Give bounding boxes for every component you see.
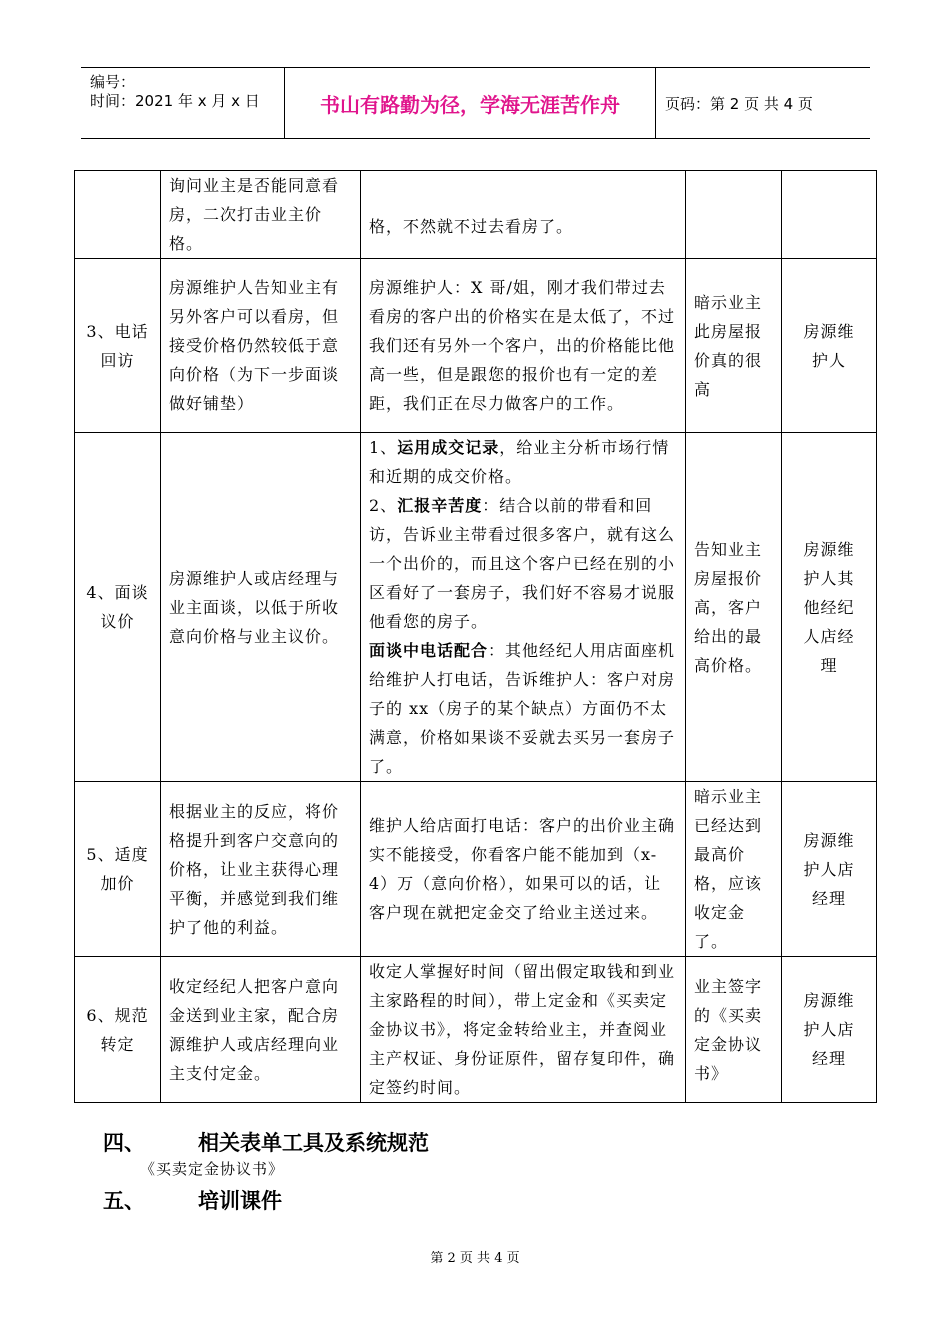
section-number: 四、 — [103, 1131, 145, 1155]
purpose-cell: 暗示业主此房屋报价真的很高 — [686, 259, 782, 433]
table-row — [75, 957, 877, 1103]
script-bold: 面谈中电话配合 — [369, 641, 489, 660]
header-page-info: 页码：第 2 页 共 4 页 — [665, 94, 813, 113]
desc-cell: 收定经纪人把客户意向金送到业主家，配合房源维护人或店经理向业主支付定金。 — [161, 957, 361, 1103]
script-text: ，给业主分析市场行情和近期的成交价格。 — [369, 438, 670, 486]
section-number: 五、 — [103, 1189, 145, 1213]
role-cell — [782, 171, 877, 259]
doc-date: 时间：2021 年 x 月 x 日 — [90, 92, 260, 110]
script-bold: 汇报辛苦度 — [397, 496, 483, 515]
doc-number-label: 编号： — [90, 73, 136, 91]
script-text: ：其他经纪人用店面座机给维护人打电话，告诉维护人：客户对房子的 xx（房子的某个缺点）方面仍不太满意，价格如果谈不妥就去买另一套房子了。 — [369, 641, 676, 776]
purpose-cell — [686, 171, 782, 259]
role-cell: 房源维护人 — [782, 259, 877, 433]
desc-cell: 房源维护人告知业主有另外客户可以看房，但接受价格仍然较低于意向价格（为下一步面谈做好铺垫） — [161, 259, 361, 433]
section-4-sub: 《买卖定金协议书》 — [140, 1160, 285, 1178]
script-cell: 收定人掌握好时间（留出假定取钱和到业主家路程的时间），带上定金和《买卖定金协议书》，将定金转给业主，并查阅业主产权证、身份证原件，留存复印件，确定签约时间。 — [361, 957, 686, 1103]
script-cell: 格，不然就不过去看房了。 — [361, 171, 686, 259]
desc-cell: 房源维护人或店经理与业主面谈，以低于所收意向价格与业主议价。 — [161, 433, 361, 782]
header-meta — [81, 68, 284, 138]
header-motto: 书山有路勤为径，学海无涯苦作舟 — [284, 68, 656, 138]
table-row — [75, 782, 877, 957]
script-num: 2、 — [369, 496, 398, 515]
script-num: 1、 — [369, 438, 398, 457]
table-row — [75, 433, 877, 782]
purpose-cell: 告知业主房屋报价高，客户给出的最高价格。 — [686, 433, 782, 782]
table-row — [75, 171, 877, 259]
role-cell: 房源维护人其他经纪人店经理 — [782, 433, 877, 782]
process-table — [74, 170, 877, 1103]
script-cell: 维护人给店面打电话：客户的出价业主确实不能接受，你看客户能不能加到（x-4）万（意向价格），如果可以的话，让客户现在就把定金交了给业主送过来。 — [361, 782, 686, 957]
section-title: 培训课件 — [198, 1189, 282, 1213]
desc-cell: 询问业主是否能同意看房，二次打击业主价格。 — [161, 171, 361, 259]
step-cell — [75, 171, 161, 259]
script-bold: 运用成交记录 — [397, 438, 500, 457]
role-cell: 房源维护人店经理 — [782, 957, 877, 1103]
desc-cell: 根据业主的反应，将价格提升到客户交意向的价格，让业主获得心理平衡，并感觉到我们维护了他的利益。 — [161, 782, 361, 957]
script-text: ：结合以前的带看和回访，告诉业主带看过很多客户，就有这么一个出价的，而且这个客户已经在别的小区看好了一套房子，我们好不容易才说服他看您的房子。 — [369, 496, 676, 631]
section-title: 相关表单工具及系统规范 — [198, 1131, 429, 1155]
step-cell: 5、适度加价 — [75, 782, 161, 957]
step-cell: 3、电话回访 — [75, 259, 161, 433]
script-cell — [361, 433, 686, 782]
table-row — [75, 259, 877, 433]
page-footer: 第 2 页 共 4 页 — [430, 1251, 520, 1266]
purpose-cell: 暗示业主已经达到最高价格，应该收定金了。 — [686, 782, 782, 957]
step-cell: 6、规范转定 — [75, 957, 161, 1103]
purpose-cell: 业主签字的《买卖定金协议书》 — [686, 957, 782, 1103]
script-cell: 房源维护人：X 哥/姐，刚才我们带过去看房的客户出的价格实在是太低了，不过我们还有另外一个客户，出的价格能比他高一些，但是跟您的报价也有一定的差距，我们正在尽力做客户的工作。 — [361, 259, 686, 433]
role-cell: 房源维护人店经理 — [782, 782, 877, 957]
step-cell: 4、面谈议价 — [75, 433, 161, 782]
page-header — [81, 67, 870, 139]
